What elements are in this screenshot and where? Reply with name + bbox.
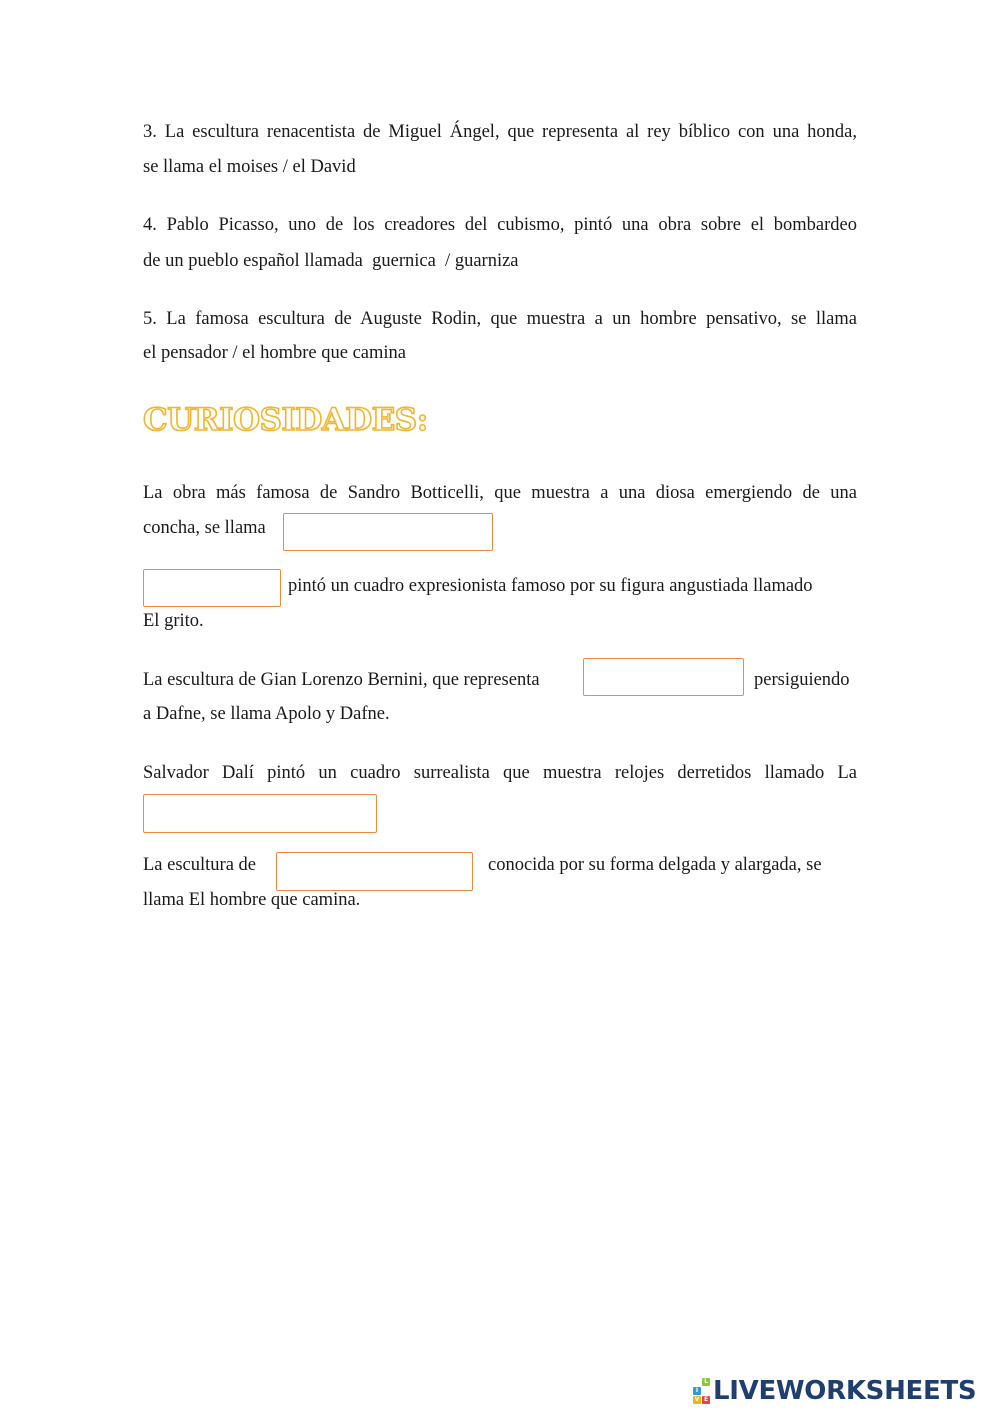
answer-blank-2[interactable] <box>143 569 281 607</box>
curiosidad-5-line1-before: La escultura de <box>143 855 256 875</box>
q5-line1: 5. La famosa escultura de Auguste Rodin, que muestra a un hombre pensativo, se llama <box>143 309 857 329</box>
answer-blank-3[interactable] <box>583 658 744 696</box>
logo-square-v: V <box>694 1396 700 1403</box>
curiosidad-4-line1: Salvador Dalí pintó un cuadro surrealista que muestra relojes derretidos llamado La <box>143 763 857 783</box>
q5-line2: el pensador / el hombre que camina <box>143 343 407 363</box>
curiosidad-1-line1: La obra más famosa de Sandro Botticelli, que muestra a una diosa emergiendo de una <box>143 483 857 503</box>
curiosidad-5-line1-after: conocida por su forma delgada y alargada, se <box>488 855 822 875</box>
q3-line1: 3. La escultura renacentista de Miguel Ángel, que representa al rey bíblico con una honda, <box>143 122 857 142</box>
curiosidades-heading: CURIOSIDADES: <box>143 402 428 438</box>
logo-square-i: I <box>693 1387 701 1395</box>
answer-blank-4[interactable] <box>143 794 377 833</box>
curiosidad-5-line2: llama El hombre que camina. <box>143 890 361 910</box>
q3-line2: se llama el moises / el David <box>143 157 356 177</box>
q4-line1: 4. Pablo Picasso, uno de los creadores del cubismo, pintó una obra sobre el bombardeo <box>143 215 857 235</box>
liveworksheets-logo <box>693 1374 976 1408</box>
logo-square-e: E <box>703 1396 709 1403</box>
curiosidad-3-line2: a Dafne, se llama Apolo y Dafne. <box>143 704 390 724</box>
answer-blank-5[interactable] <box>276 852 473 891</box>
curiosidad-3-line1-before: La escultura de Gian Lorenzo Bernini, que representa <box>143 670 540 690</box>
curiosidad-2-line1: pintó un cuadro expresionista famoso por su figura angustiada llamado <box>288 576 813 596</box>
curiosidad-1-line2: concha, se llama <box>143 518 266 538</box>
logo-text: LIVEWORKSHEETS <box>713 1376 977 1406</box>
q4-line2: de un pueblo español llamada guernica / guarniza <box>143 251 519 271</box>
logo-squares-icon <box>693 1378 710 1404</box>
curiosidad-2-line2: El grito. <box>143 611 204 631</box>
logo-square-l: L <box>702 1378 710 1386</box>
curiosidad-3-line1-after: persiguiendo <box>754 670 850 690</box>
answer-blank-1[interactable] <box>283 513 493 551</box>
